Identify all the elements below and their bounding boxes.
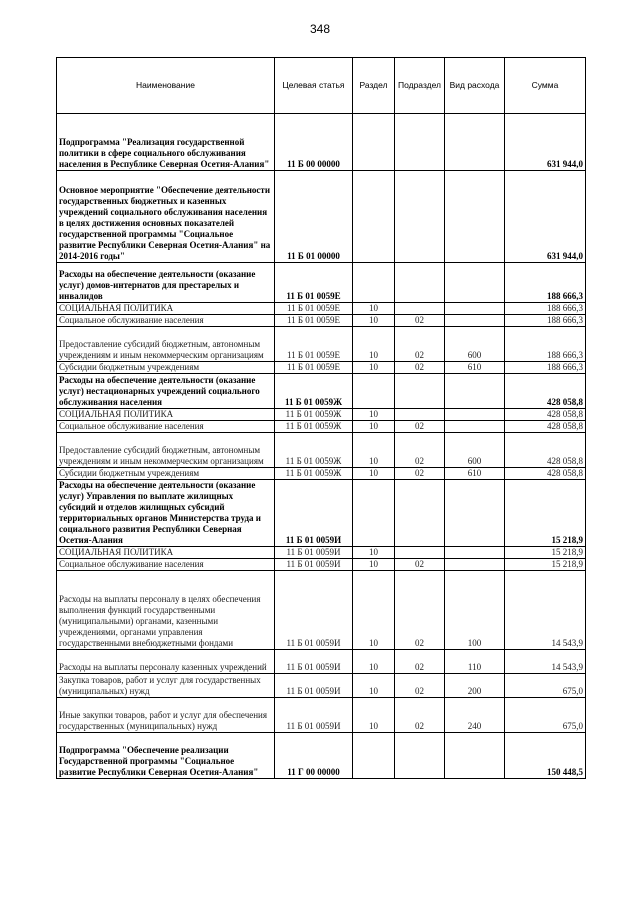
row-amount-cell: 428 058,8 (505, 421, 586, 433)
row-subsection-cell (395, 114, 445, 171)
row-target-cell: 11 Б 01 0059Ж (275, 433, 353, 468)
row-amount-cell: 631 944,0 (505, 171, 586, 263)
row-target-cell: 11 Б 01 0059И (275, 547, 353, 559)
row-section-cell: 10 (353, 362, 395, 374)
row-name-cell: Расходы на обеспечение деятельности (оказание услуг) Управления по выплате жилищных субсидий и отделов жилищных субсидий территориальных органов Министерства труда и социального развития Республики Северная Осетия-Алания (57, 480, 275, 547)
row-section-cell (353, 171, 395, 263)
row-amount-cell: 188 666,3 (505, 327, 586, 362)
row-amount-cell: 14 543,9 (505, 571, 586, 650)
table-row (57, 571, 586, 650)
row-type-cell: 100 (445, 571, 505, 650)
row-name-cell: СОЦИАЛЬНАЯ ПОЛИТИКА (57, 547, 275, 559)
row-amount-cell: 675,0 (505, 698, 586, 733)
table-row (57, 315, 586, 327)
row-name-cell: Социальное обслуживание населения (57, 559, 275, 571)
row-subsection-cell: 02 (395, 571, 445, 650)
row-amount-cell: 188 666,3 (505, 315, 586, 327)
table-row (57, 468, 586, 480)
row-amount-cell: 631 944,0 (505, 114, 586, 171)
row-target-cell: 11 Б 01 0059И (275, 698, 353, 733)
row-name-cell: Расходы на обеспечение деятельности (оказание услуг) нестационарных учреждений социального обслуживания населения (57, 374, 275, 409)
row-target-cell: 11 Б 01 0059Е (275, 263, 353, 303)
budget-table (56, 57, 586, 779)
table-row (57, 171, 586, 263)
row-section-cell: 10 (353, 421, 395, 433)
row-subsection-cell: 02 (395, 362, 445, 374)
header-amount: Сумма (505, 58, 586, 114)
row-name-cell: Подпрограмма "Обеспечение реализации Государственной программы "Социальное развитие Республики Северная Осетия-Алания" (57, 733, 275, 779)
row-subsection-cell: 02 (395, 421, 445, 433)
row-subsection-cell: 02 (395, 433, 445, 468)
row-name-cell: Расходы на обеспечение деятельности (оказание услуг) домов-интернатов для престарелых и инвалидов (57, 263, 275, 303)
row-target-cell: 11 Б 01 0059Ж (275, 374, 353, 409)
row-target-cell: 11 Б 01 0059Е (275, 327, 353, 362)
row-type-cell: 200 (445, 674, 505, 698)
row-name-cell: Иные закупки товаров, работ и услуг для обеспечения государственных (муниципальных) нужд (57, 698, 275, 733)
row-type-cell (445, 303, 505, 315)
table-row (57, 327, 586, 362)
row-type-cell (445, 547, 505, 559)
row-target-cell: 11 Б 01 0059И (275, 571, 353, 650)
row-target-cell: 11 Б 01 0059И (275, 559, 353, 571)
table-row (57, 263, 586, 303)
row-type-cell: 600 (445, 327, 505, 362)
table-row (57, 114, 586, 171)
row-type-cell: 600 (445, 433, 505, 468)
row-section-cell: 10 (353, 650, 395, 674)
row-section-cell (353, 374, 395, 409)
table-row (57, 480, 586, 547)
row-type-cell (445, 480, 505, 547)
row-type-cell (445, 315, 505, 327)
table-row (57, 650, 586, 674)
row-type-cell (445, 114, 505, 171)
table-row (57, 674, 586, 698)
row-type-cell: 610 (445, 468, 505, 480)
row-type-cell: 240 (445, 698, 505, 733)
row-target-cell: 11 Г 00 00000 (275, 733, 353, 779)
header-target: Целевая статья (275, 58, 353, 114)
row-section-cell: 10 (353, 327, 395, 362)
row-subsection-cell (395, 409, 445, 421)
row-target-cell: 11 Б 00 00000 (275, 114, 353, 171)
row-target-cell: 11 Б 01 0059Е (275, 362, 353, 374)
table-row (57, 362, 586, 374)
row-section-cell: 10 (353, 433, 395, 468)
row-amount-cell: 15 218,9 (505, 480, 586, 547)
row-target-cell: 11 Б 01 0059Е (275, 303, 353, 315)
row-subsection-cell: 02 (395, 698, 445, 733)
row-section-cell: 10 (353, 315, 395, 327)
row-name-cell: Субсидии бюджетным учреждениям (57, 468, 275, 480)
table-row (57, 421, 586, 433)
row-name-cell: Подпрограмма "Реализация государственной политики в сфере социального обслуживания населения в Республике Северная Осетия-Алания" (57, 114, 275, 171)
row-name-cell: Субсидии бюджетным учреждениям (57, 362, 275, 374)
row-amount-cell: 14 543,9 (505, 650, 586, 674)
row-section-cell: 10 (353, 559, 395, 571)
row-subsection-cell: 02 (395, 327, 445, 362)
row-target-cell: 11 Б 01 0059И (275, 650, 353, 674)
header-subsection: Подраздел (395, 58, 445, 114)
row-amount-cell: 15 218,9 (505, 559, 586, 571)
row-target-cell: 11 Б 01 0059И (275, 674, 353, 698)
table-row (57, 409, 586, 421)
row-amount-cell: 150 448,5 (505, 733, 586, 779)
table-row (57, 733, 586, 779)
row-name-cell: Предоставление субсидий бюджетным, автономным учреждениям и иным некоммерческим организациям (57, 433, 275, 468)
row-name-cell: Социальное обслуживание населения (57, 421, 275, 433)
row-section-cell: 10 (353, 409, 395, 421)
row-section-cell (353, 480, 395, 547)
row-name-cell: Расходы на выплаты персоналу в целях обеспечения выполнения функций государственными (муниципальными) органами, казенными учреждениями, органами управления государственными внебюджетными фондами (57, 571, 275, 650)
row-name-cell: Основное мероприятие "Обеспечение деятельности государственных бюджетных и казенных учреждений социального обслуживания населения в целях достижения основных показателей государственной программы "Социальное развитие Республики Северная Осетия-Алания" на 2014-2016 годы" (57, 171, 275, 263)
row-section-cell: 10 (353, 303, 395, 315)
row-amount-cell: 15 218,9 (505, 547, 586, 559)
header-type: Вид расхода (445, 58, 505, 114)
row-subsection-cell (395, 733, 445, 779)
row-subsection-cell: 02 (395, 674, 445, 698)
row-type-cell (445, 171, 505, 263)
row-name-cell: СОЦИАЛЬНАЯ ПОЛИТИКА (57, 303, 275, 315)
row-section-cell: 10 (353, 674, 395, 698)
row-amount-cell: 428 058,8 (505, 374, 586, 409)
row-type-cell (445, 421, 505, 433)
row-amount-cell: 428 058,8 (505, 468, 586, 480)
row-section-cell: 10 (353, 698, 395, 733)
row-amount-cell: 188 666,3 (505, 303, 586, 315)
row-section-cell: 10 (353, 547, 395, 559)
row-name-cell: Предоставление субсидий бюджетным, автономным учреждениям и иным некоммерческим организациям (57, 327, 275, 362)
row-section-cell (353, 263, 395, 303)
row-target-cell: 11 Б 01 00000 (275, 171, 353, 263)
row-amount-cell: 675,0 (505, 674, 586, 698)
row-amount-cell: 428 058,8 (505, 409, 586, 421)
table-row (57, 698, 586, 733)
row-type-cell (445, 559, 505, 571)
row-subsection-cell: 02 (395, 559, 445, 571)
row-type-cell (445, 263, 505, 303)
row-section-cell (353, 114, 395, 171)
row-name-cell: Закупка товаров, работ и услуг для государственных (муниципальных) нужд (57, 674, 275, 698)
row-section-cell (353, 733, 395, 779)
table-header-row (57, 58, 586, 114)
header-name: Наименование (57, 58, 275, 114)
row-subsection-cell (395, 547, 445, 559)
row-subsection-cell (395, 303, 445, 315)
row-target-cell: 11 Б 01 0059Ж (275, 421, 353, 433)
row-name-cell: Социальное обслуживание населения (57, 315, 275, 327)
row-type-cell (445, 733, 505, 779)
row-amount-cell: 428 058,8 (505, 433, 586, 468)
table-row (57, 374, 586, 409)
row-subsection-cell: 02 (395, 315, 445, 327)
row-target-cell: 11 Б 01 0059Ж (275, 468, 353, 480)
row-amount-cell: 188 666,3 (505, 362, 586, 374)
row-name-cell: СОЦИАЛЬНАЯ ПОЛИТИКА (57, 409, 275, 421)
row-type-cell (445, 409, 505, 421)
row-subsection-cell (395, 374, 445, 409)
table-row (57, 547, 586, 559)
row-subsection-cell: 02 (395, 650, 445, 674)
table-row (57, 559, 586, 571)
row-target-cell: 11 Б 01 0059Е (275, 315, 353, 327)
row-subsection-cell: 02 (395, 468, 445, 480)
page-number: 348 (309, 22, 331, 36)
row-amount-cell: 188 666,3 (505, 263, 586, 303)
table-row (57, 433, 586, 468)
row-name-cell: Расходы на выплаты персоналу казенных учреждений (57, 650, 275, 674)
table-row (57, 303, 586, 315)
row-type-cell: 110 (445, 650, 505, 674)
header-section: Раздел (353, 58, 395, 114)
row-subsection-cell (395, 171, 445, 263)
row-target-cell: 11 Б 01 0059И (275, 480, 353, 547)
row-section-cell: 10 (353, 468, 395, 480)
row-target-cell: 11 Б 01 0059Ж (275, 409, 353, 421)
row-type-cell (445, 374, 505, 409)
row-section-cell: 10 (353, 571, 395, 650)
row-subsection-cell (395, 263, 445, 303)
row-subsection-cell (395, 480, 445, 547)
row-type-cell: 610 (445, 362, 505, 374)
